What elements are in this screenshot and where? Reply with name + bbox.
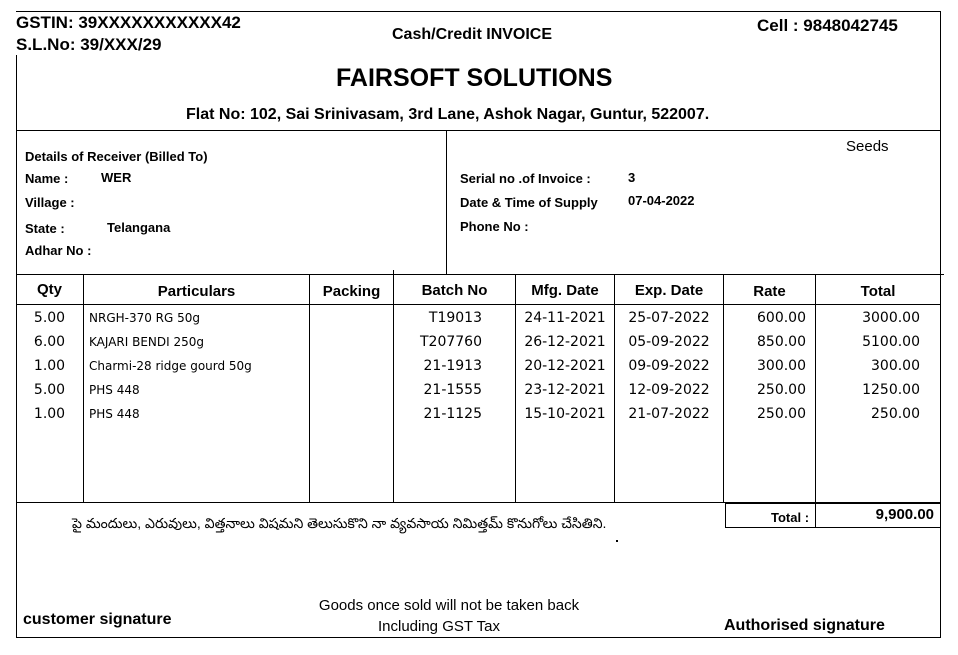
- header-batch: Batch No: [421, 282, 488, 299]
- header-divider: [16, 130, 941, 131]
- cell-qty: 5.00: [33, 310, 66, 326]
- header-qty: Qty: [36, 281, 62, 298]
- cell-batch: 21-1555: [423, 382, 482, 398]
- cell-exp: 25-07-2022: [628, 310, 710, 326]
- col-sep-2: [309, 274, 310, 502]
- cell-batch: 21-1125: [423, 406, 482, 422]
- cell-total: 5100.00: [862, 334, 920, 350]
- cell-rate: 250.00: [757, 406, 806, 422]
- table-top-line: [16, 274, 944, 275]
- cell-total: 250.00: [871, 406, 920, 422]
- header-particulars: Particulars: [157, 283, 236, 300]
- cell-number: Cell : 9848042745: [757, 16, 898, 35]
- cell-mfg: 23-12-2021: [524, 382, 606, 398]
- grand-total-value: 9,900.00: [875, 506, 934, 523]
- cell-particulars: Charmi-28 ridge gourd 50g: [89, 359, 252, 373]
- date-label: Date & Time of Supply: [460, 195, 598, 210]
- cell-exp: 05-09-2022: [628, 334, 710, 350]
- serial-value: 3: [628, 170, 636, 185]
- table-header-line: [16, 304, 941, 305]
- village-label: Village :: [25, 195, 75, 210]
- cell-rate: 600.00: [757, 310, 806, 326]
- name-value: WER: [101, 170, 132, 185]
- col-sep-1: [83, 274, 84, 502]
- total-box-left: [725, 503, 726, 528]
- total-box-mid: [815, 503, 816, 528]
- header-total: Total: [860, 283, 896, 300]
- frame-bottom: [16, 637, 941, 638]
- total-box-bottom: [725, 527, 940, 528]
- frame-top: [16, 11, 941, 12]
- phone-label: Phone No :: [460, 219, 529, 234]
- total-box-top: [725, 503, 940, 504]
- cell-total: 3000.00: [862, 310, 920, 326]
- cell-rate: 300.00: [757, 358, 806, 374]
- receiver-divider: [446, 130, 447, 274]
- cell-particulars: PHS 448: [89, 383, 140, 397]
- cell-mfg: 20-12-2021: [524, 358, 606, 374]
- adhar-label: Adhar No :: [25, 243, 92, 258]
- cell-exp: 09-09-2022: [628, 358, 710, 374]
- customer-signature: customer signature: [23, 611, 172, 628]
- frame-right: [940, 11, 941, 638]
- cell-particulars: KAJARI BENDI 250g: [89, 335, 205, 349]
- cell-mfg: 24-11-2021: [524, 310, 606, 326]
- serial-label: Serial no .of Invoice :: [460, 171, 591, 186]
- date-value: 07-04-2022: [628, 193, 695, 208]
- grand-total-label: Total :: [771, 510, 810, 525]
- cell-particulars: PHS 448: [89, 407, 140, 421]
- goods-note-line2: Including GST Tax: [377, 618, 500, 635]
- telugu-declaration: పై మందులు, ఎరువులు, విత్తనాలు విషమని తెలుసుకొని నా వ్యవసాయ నిమిత్తమ్ కొనుగోలు చేసితిని.: [72, 515, 607, 531]
- cell-total: 300.00: [871, 358, 920, 374]
- dot-mark: [616, 540, 618, 542]
- cell-qty: 1.00: [33, 358, 66, 374]
- cell-qty: 6.00: [33, 334, 66, 350]
- cell-qty: 1.00: [33, 406, 66, 422]
- cell-rate: 250.00: [757, 382, 806, 398]
- gstin: GSTIN: 39XXXXXXXXXXX42: [16, 13, 241, 32]
- cell-batch: T19013: [428, 310, 482, 326]
- state-value: Telangana: [107, 220, 171, 235]
- header-mfg: Mfg. Date: [531, 282, 599, 299]
- goods-note-line1: Goods once sold will not be taken back: [318, 597, 580, 614]
- state-label: State :: [25, 221, 65, 236]
- cell-exp: 12-09-2022: [628, 382, 710, 398]
- sl-no: S.L.No: 39/XXX/29: [16, 35, 162, 54]
- cell-batch: 21-1913: [423, 358, 482, 374]
- company-address: Flat No: 102, Sai Srinivasam, 3rd Lane, Ashok Nagar, Guntur, 522007.: [186, 106, 710, 123]
- cell-mfg: 26-12-2021: [524, 334, 606, 350]
- authorised-signature: Authorised signature: [724, 617, 885, 634]
- invoice-type: Cash/Credit INVOICE: [392, 26, 553, 43]
- cell-mfg: 15-10-2021: [524, 406, 606, 422]
- receiver-heading: Details of Receiver (Billed To): [25, 149, 208, 164]
- header-rate: Rate: [753, 283, 786, 300]
- header-packing: Packing: [322, 283, 381, 300]
- cell-exp: 21-07-2022: [628, 406, 710, 422]
- cell-qty: 5.00: [33, 382, 66, 398]
- cell-particulars: NRGH-370 RG 50g: [89, 311, 201, 325]
- company-name: FAIRSOFT SOLUTIONS: [336, 64, 613, 92]
- cell-total: 1250.00: [862, 382, 920, 398]
- header-exp: Exp. Date: [634, 282, 704, 299]
- cell-rate: 850.00: [757, 334, 806, 350]
- category-label: Seeds: [846, 138, 889, 155]
- cell-batch: T207760: [420, 334, 482, 350]
- name-label: Name :: [25, 171, 69, 186]
